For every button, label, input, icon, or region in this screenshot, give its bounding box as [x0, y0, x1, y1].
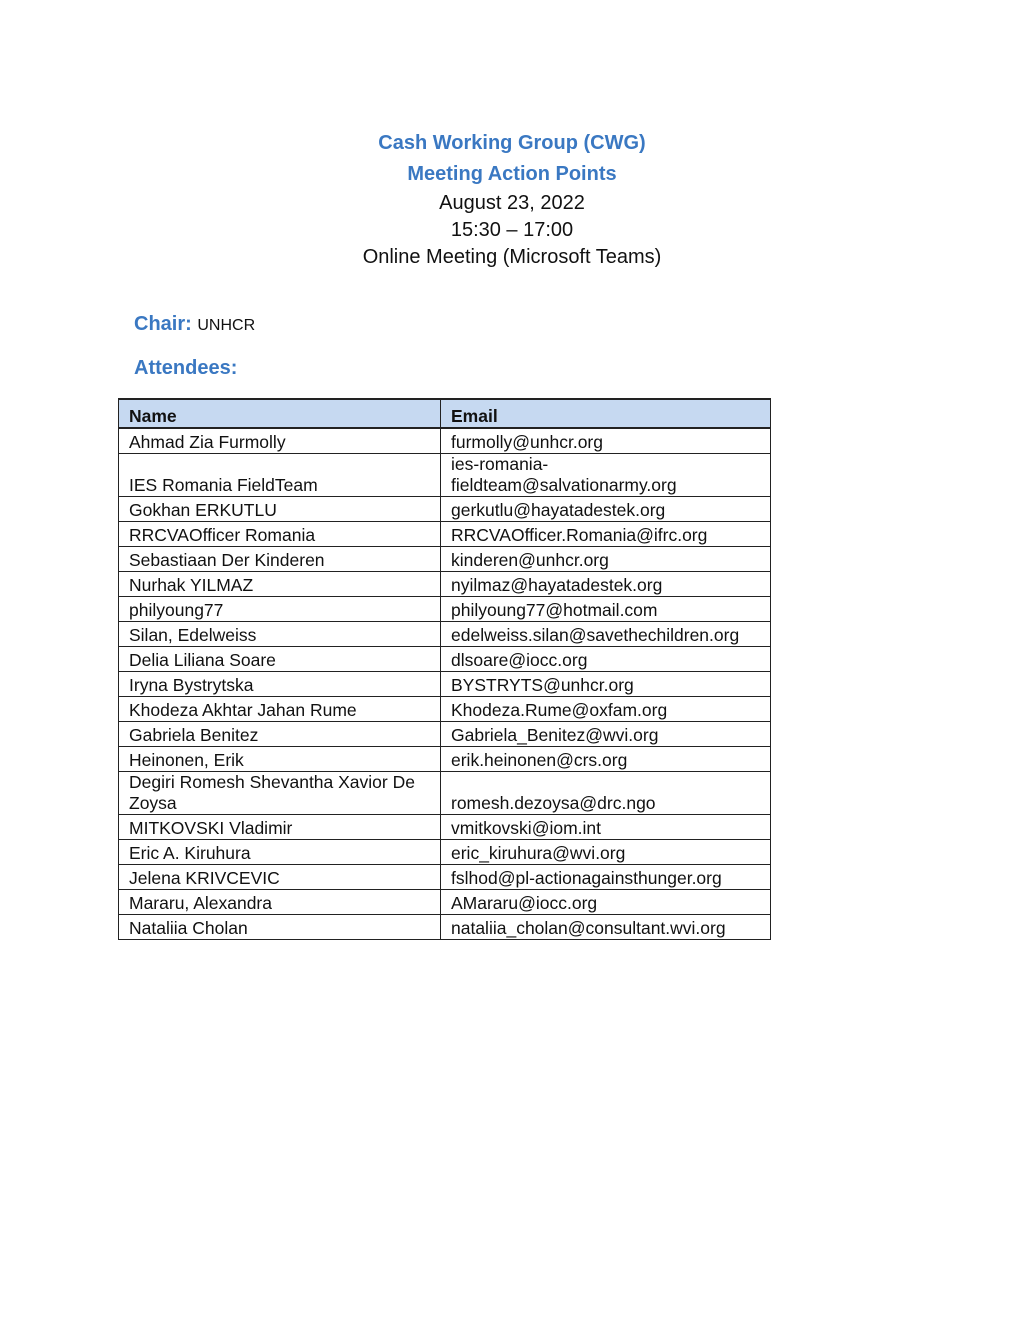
table-row	[119, 647, 771, 672]
table-row	[119, 772, 771, 815]
attendee-name: Jelena KRIVCEVIC	[119, 865, 441, 890]
table-row	[119, 454, 771, 497]
meeting-time: 15:30 – 17:00	[450, 219, 574, 241]
attendee-name: Ahmad Zia Furmolly	[119, 428, 441, 454]
meeting-date: August 23, 2022	[439, 192, 585, 214]
attendee-email: erik.heinonen@crs.org	[441, 747, 771, 772]
attendee-email: philyoung77@hotmail.com	[441, 597, 771, 622]
document-header	[0, 128, 1024, 271]
table-row	[119, 747, 771, 772]
attendee-email: Gabriela_Benitez@wvi.org	[441, 722, 771, 747]
meeting-location: Online Meeting (Microsoft Teams)	[362, 246, 662, 268]
attendee-email: nyilmaz@hayatadestek.org	[441, 572, 771, 597]
attendee-name: Gokhan ERKUTLU	[119, 497, 441, 522]
attendee-name: Gabriela Benitez	[119, 722, 441, 747]
table-row	[119, 428, 771, 454]
attendee-name: Degiri Romesh Shevantha Xavior De Zoysa	[119, 772, 441, 815]
chair-value: UNHCR	[197, 317, 256, 334]
column-header-email: Email	[441, 399, 771, 428]
column-header-name: Name	[119, 399, 441, 428]
attendee-email: RRCVAOfficer.Romania@ifrc.org	[441, 522, 771, 547]
document-title: Cash Working Group (CWG)	[378, 132, 646, 154]
table-row	[119, 622, 771, 647]
attendee-name: MITKOVSKI Vladimir	[119, 815, 441, 840]
attendee-name: Heinonen, Erik	[119, 747, 441, 772]
attendee-name: Silan, Edelweiss	[119, 622, 441, 647]
table-row	[119, 697, 771, 722]
table-row	[119, 522, 771, 547]
attendee-email: AMararu@iocc.org	[441, 890, 771, 915]
table-row	[119, 672, 771, 697]
attendee-email: furmolly@unhcr.org	[441, 428, 771, 454]
attendee-name: Sebastiaan Der Kinderen	[119, 547, 441, 572]
attendee-name: Mararu, Alexandra	[119, 890, 441, 915]
table-row	[119, 547, 771, 572]
attendee-name: Iryna Bystrytska	[119, 672, 441, 697]
attendee-name: Khodeza Akhtar Jahan Rume	[119, 697, 441, 722]
attendee-email: nataliia_cholan@consultant.wvi.org	[441, 915, 771, 940]
attendees-table	[118, 398, 771, 940]
attendee-email: gerkutlu@hayatadestek.org	[441, 497, 771, 522]
attendee-email: edelweiss.silan@savethechildren.org	[441, 622, 771, 647]
table-row	[119, 865, 771, 890]
attendee-name: Nataliia Cholan	[119, 915, 441, 940]
attendee-email: ies-romania- fieldteam@salvationarmy.org	[441, 454, 771, 497]
attendee-name: IES Romania FieldTeam	[119, 454, 441, 497]
attendee-email: Khodeza.Rume@oxfam.org	[441, 697, 771, 722]
attendee-email: eric_kiruhura@wvi.org	[441, 840, 771, 865]
attendee-name: philyoung77	[119, 597, 441, 622]
attendee-email: dlsoare@iocc.org	[441, 647, 771, 672]
attendee-email: romesh.dezoysa@drc.ngo	[441, 772, 771, 815]
attendee-name: RRCVAOfficer Romania	[119, 522, 441, 547]
attendee-email: fslhod@pl-actionagainsthunger.org	[441, 865, 771, 890]
attendee-email: BYSTRYTS@unhcr.org	[441, 672, 771, 697]
chair-label: Chair:	[134, 313, 192, 335]
attendee-name: Nurhak YILMAZ	[119, 572, 441, 597]
table-row	[119, 840, 771, 865]
attendee-name: Delia Liliana Soare	[119, 647, 441, 672]
table-row	[119, 890, 771, 915]
table-row	[119, 915, 771, 940]
table-header-row	[119, 399, 771, 428]
attendee-email: kinderen@unhcr.org	[441, 547, 771, 572]
attendee-email: vmitkovski@iom.int	[441, 815, 771, 840]
chair-line	[134, 311, 255, 339]
document-subtitle: Meeting Action Points	[407, 163, 617, 185]
table-row	[119, 722, 771, 747]
table-row	[119, 597, 771, 622]
table-row	[119, 497, 771, 522]
attendee-name: Eric A. Kiruhura	[119, 840, 441, 865]
table-row	[119, 815, 771, 840]
attendees-heading: Attendees:	[134, 357, 238, 379]
table-row	[119, 572, 771, 597]
